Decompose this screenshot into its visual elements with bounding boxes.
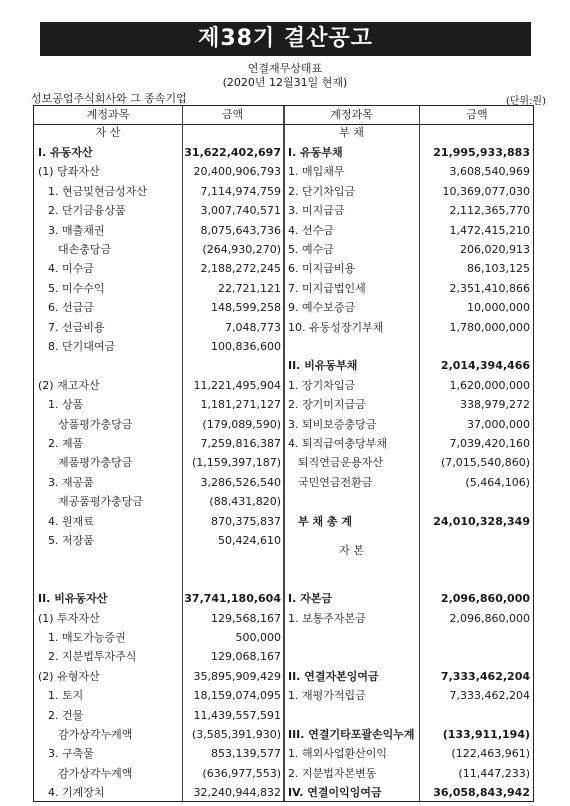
left-row-label: 대손충당금: [58, 243, 112, 256]
balance-sheet-table: [33, 105, 534, 802]
right-row-amount: 338,979,272: [460, 398, 530, 412]
right-row-label: 10. 유동성장기부채: [288, 320, 384, 334]
left-row-label: 5. 미수수익: [48, 281, 105, 295]
left-row-amount: 148,599,258: [211, 301, 281, 315]
left-row-label: 상품평가충당금: [58, 417, 133, 431]
right-row-label: IV. 연결이익잉여금: [288, 786, 382, 800]
right-row-amount: 2,096,860,000: [440, 592, 530, 606]
right-row-amount: 206,020,913: [460, 243, 530, 256]
right-row-amount: 2,112,365,770: [449, 204, 530, 218]
left-row-label: 4. 기계장치: [48, 786, 105, 800]
right-row-amount: 1,780,000,000: [449, 320, 530, 334]
equity-section-label: 자 본: [339, 544, 364, 557]
left-row-label: 1. 상품: [48, 398, 84, 412]
left-row-amount: (3,585,391,930): [191, 728, 281, 741]
left-row-label: 2. 제품: [48, 437, 84, 450]
left-row-label: 1. 현금및현금성자산: [48, 184, 147, 198]
right-row-label: 1. 해외사업환산이익: [288, 747, 387, 761]
right-row-label: II. 연결자본잉여금: [288, 669, 379, 683]
right-row-label: 6. 미지급비용: [288, 262, 356, 276]
statement-name: 연결재무상태표: [247, 62, 323, 75]
left-row-label: (1) 당좌자산: [38, 165, 100, 179]
column-divider: [284, 106, 285, 801]
left-row-amount: 37,741,180,604: [184, 592, 281, 606]
right-row-label: III. 연결기타포괄손익누계: [288, 728, 415, 741]
right-row-amount: 2,351,410,866: [449, 281, 530, 295]
left-row-label: II. 비유동자산: [38, 592, 108, 606]
right-row-amount: (7,015,540,860): [440, 456, 530, 470]
announcement-title: 제38기 결산공고: [40, 22, 531, 56]
left-row-amount: 500,000: [235, 631, 281, 644]
left-row-amount: (1,159,397,187): [191, 456, 281, 470]
left-row-amount: 22,721,121: [218, 281, 281, 295]
left-row-label: 1. 매도가능증권: [48, 631, 126, 644]
left-row-amount: 11,439,557,591: [193, 708, 281, 722]
right-row-label: 7. 미지급법인세: [288, 281, 366, 295]
left-row-amount: 2,188,272,245: [200, 262, 281, 276]
column-divider: [182, 106, 183, 801]
right-row-amount: 10,369,077,030: [442, 184, 530, 198]
right-row-label: 국민연금전환금: [298, 475, 373, 489]
right-row-amount: 86,103,125: [467, 262, 530, 276]
left-row-amount: (88,431,820): [209, 495, 281, 509]
left-row-amount: 7,259,816,387: [200, 437, 281, 450]
right-row-label: I. 유동부채: [288, 146, 343, 159]
header-amount-right: 금액: [466, 108, 488, 121]
right-row-label: 1. 보통주자본금: [288, 611, 366, 625]
liabilities-section-label: 부 채: [339, 126, 364, 139]
left-row-label: 제품평가충당금: [58, 456, 133, 470]
left-row-label: 감가상각누계액: [58, 766, 133, 780]
right-row-amount: (122,463,961): [451, 747, 530, 761]
left-row-amount: 31,622,402,697: [184, 146, 281, 159]
right-row-amount: 24,010,328,349: [433, 514, 530, 528]
right-row-label: 1. 재평가적립금: [288, 689, 366, 703]
right-row-label: 1. 매입채무: [288, 165, 345, 179]
right-row-amount: (5,464,106): [465, 475, 530, 489]
left-row-label: 5. 저장품: [48, 534, 94, 547]
left-row-amount: 20,400,906,793: [193, 165, 281, 179]
left-row-label: 3. 매출채권: [48, 223, 105, 237]
left-row-amount: 129,068,167: [211, 650, 281, 664]
right-row-amount: 2,014,394,466: [440, 359, 530, 373]
right-row-amount: 1,620,000,000: [449, 378, 530, 392]
right-row-amount: 7,333,462,204: [440, 669, 530, 683]
company-name: 성보공업주식회사와 그 종속기업: [31, 92, 187, 105]
left-row-label: 2. 단기금융상품: [48, 204, 126, 218]
right-row-amount: 1,472,415,210: [449, 223, 530, 237]
left-row-label: 6. 선급금: [48, 301, 94, 315]
right-row-label: 3. 퇴비보증충당금: [288, 417, 377, 431]
left-row-label: 4. 미수금: [48, 262, 94, 276]
left-row-amount: (264,930,270): [202, 243, 281, 256]
left-row-amount: (179,089,590): [202, 417, 281, 431]
right-row-amount: 21,995,933,883: [433, 146, 530, 159]
right-row-label: 4. 선수금: [288, 223, 334, 237]
right-row-amount: (11,447,233): [458, 766, 530, 780]
left-row-amount: 8,075,643,736: [200, 223, 281, 237]
right-row-amount: (133,911,194): [442, 728, 530, 741]
left-row-label: 8. 단기대여금: [48, 340, 116, 353]
right-row-amount: 7,039,420,160: [449, 437, 530, 450]
assets-section-label: 자 산: [95, 126, 121, 139]
left-row-amount: 3,007,740,571: [200, 204, 281, 218]
left-row-label: 3. 구축물: [48, 747, 94, 761]
left-row-amount: 32,240,944,832: [193, 786, 281, 800]
right-row-label: II. 비유동부채: [288, 359, 358, 373]
left-row-amount: 100,836,600: [211, 340, 281, 353]
left-row-amount: 7,114,974,759: [200, 184, 281, 198]
left-row-amount: 3,286,526,540: [200, 475, 281, 489]
left-row-label: (2) 재고자산: [38, 378, 100, 392]
left-row-amount: 11,221,495,904: [193, 378, 281, 392]
left-row-label: (1) 투자자산: [38, 611, 100, 625]
right-row-amount: 37,000,000: [467, 417, 530, 431]
left-row-amount: 35,895,909,429: [193, 669, 281, 683]
right-row-label: 5. 예수금: [288, 243, 334, 256]
left-row-amount: 18,159,074,095: [193, 689, 281, 703]
right-row-label: 4. 퇴직급여충당부채: [288, 437, 387, 450]
statement-date: (2020년 12월31일 현재): [222, 76, 348, 89]
right-row-amount: 2,096,860,000: [449, 611, 530, 625]
right-row-label: 2. 장기미지급금: [288, 398, 366, 412]
right-row-label: 2. 지분법자본변동: [288, 766, 377, 780]
column-divider: [419, 106, 420, 801]
right-row-label: 부 채 총 계: [298, 514, 352, 528]
left-row-amount: 50,424,610: [218, 534, 281, 547]
right-row-amount: 7,333,462,204: [449, 689, 530, 703]
right-row-label: 1. 장기차입금: [288, 378, 356, 392]
left-row-label: 4. 원재료: [48, 514, 94, 528]
left-row-amount: 129,568,167: [211, 611, 281, 625]
left-row-label: 2. 건물: [48, 708, 84, 722]
left-row-amount: 1,181,271,127: [200, 398, 281, 412]
left-row-amount: 7,048,773: [225, 320, 281, 334]
left-row-amount: 870,375,837: [211, 514, 281, 528]
left-row-label: (2) 유형자산: [38, 669, 100, 683]
left-row-label: I. 유동자산: [38, 146, 93, 159]
right-row-amount: 3,608,540,969: [449, 165, 530, 179]
left-row-label: 재공품평가충당금: [58, 495, 144, 509]
right-row-label: I. 자본금: [288, 592, 332, 606]
right-row-label: 3. 미지급금: [288, 204, 345, 218]
header-item-left: 계정과목: [86, 108, 130, 121]
left-row-amount: (636,977,553): [202, 766, 281, 780]
right-row-label: 9. 예수보증금: [288, 301, 356, 315]
left-row-amount: 853,139,577: [211, 747, 281, 761]
right-row-amount: 10,000,000: [467, 301, 530, 315]
left-row-label: 감가상각누계액: [58, 728, 133, 741]
left-row-label: 1. 토지: [48, 689, 84, 703]
header-item-right: 계정과목: [330, 108, 373, 121]
left-row-label: 7. 선급비용: [48, 320, 105, 334]
left-row-label: 2. 지분법투자주식: [48, 650, 137, 664]
right-row-amount: 36,058,843,942: [433, 786, 530, 800]
right-row-label: 2. 단기차입금: [288, 184, 356, 198]
left-row-label: 3. 재공품: [48, 475, 94, 489]
right-row-label: 퇴직연금운용자산: [298, 456, 384, 470]
header-amount-left: 금액: [221, 108, 244, 121]
unit-label: (단위:원): [505, 96, 546, 107]
